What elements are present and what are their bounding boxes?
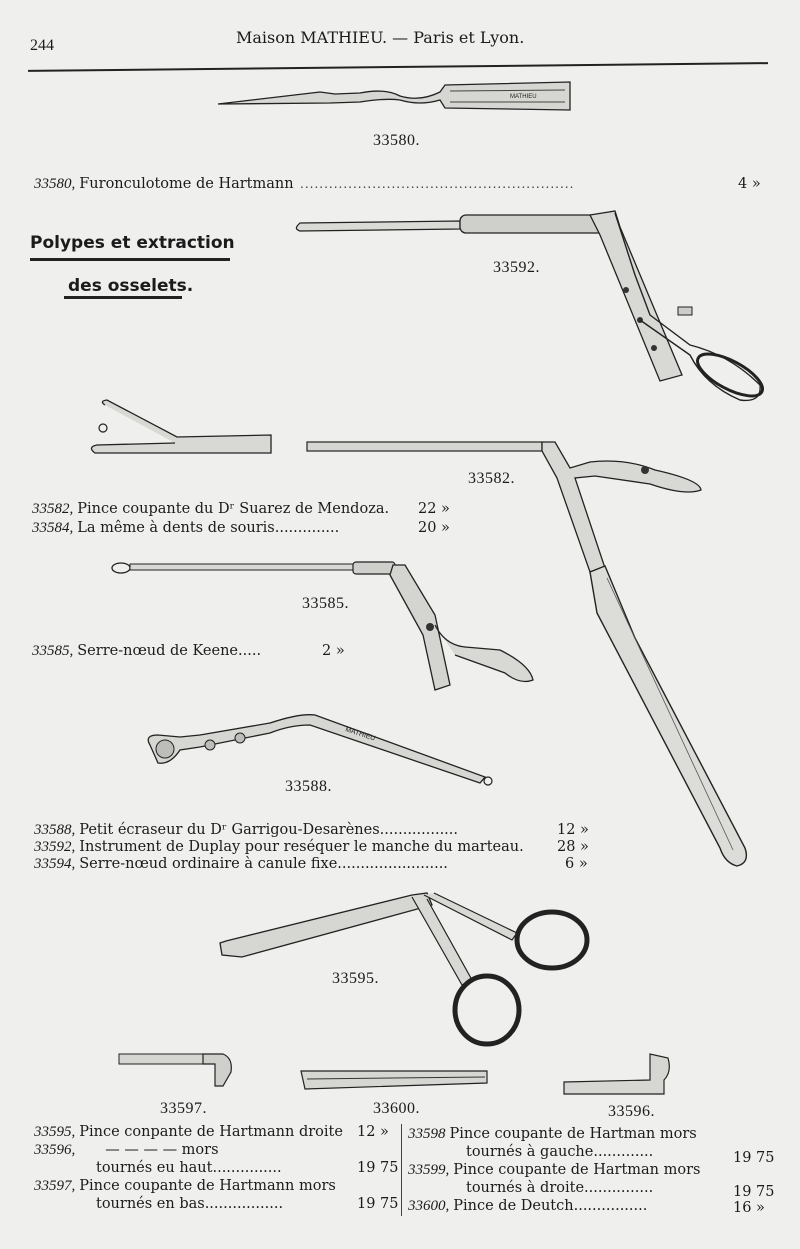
bottom-right-row-5 (408, 1198, 647, 1215)
bottom-left-price-1: 12 » (357, 1124, 389, 1140)
entry-price-33594: 6 » (565, 856, 588, 872)
entry-33584 (32, 520, 339, 537)
entry-code: 33580, (34, 176, 76, 192)
page-header-title: Maison MATHIEU. — Paris et Lyon. (236, 28, 525, 47)
entry-code: 33585, (32, 643, 74, 659)
entry-text: Pince coupante de Hartman mors (449, 1126, 697, 1142)
entry-code: 33600, (408, 1198, 450, 1214)
bottom-right-price-5: 16 » (733, 1200, 765, 1216)
entry-33594 (34, 856, 448, 873)
bottom-left-row-1 (34, 1124, 343, 1141)
entry-text: Petit écraseur du Dʳ Garrigou-Desarènes................. (79, 822, 459, 838)
entry-33592 (34, 839, 524, 856)
furonculotome-illustration (210, 76, 580, 118)
bottom-right-row-4 (466, 1180, 653, 1196)
leader-dots: ......................................................... (300, 177, 575, 191)
figure-label-33582: 33582. (468, 470, 515, 487)
entry-code: 33599, (408, 1162, 450, 1178)
entry-33580 (34, 176, 294, 193)
section-title-line1: Polypes et extraction (30, 233, 235, 253)
entry-code: 33582, (32, 501, 74, 517)
bottom-left-price-3: 19 75 (357, 1160, 399, 1176)
entry-text: Serre-nœud ordinaire à canule fixe........................ (79, 856, 448, 872)
entry-code: 33588, (34, 822, 76, 838)
entry-33588 (34, 822, 458, 839)
engraving-mathieu-1: MATHIEU (510, 94, 537, 100)
section-underline-2 (64, 296, 182, 299)
entry-text: Pince coupante du Dʳ Suarez de Mendoza. (77, 501, 390, 517)
entry-price-33592: 28 » (557, 839, 589, 855)
bottom-left-row-3 (96, 1160, 282, 1176)
entry-price-33582: 22 » (418, 501, 450, 517)
column-divider (401, 1124, 402, 1216)
entry-text: tournés en bas................. (96, 1196, 284, 1212)
figure-label-33585: 33585. (302, 595, 349, 612)
entry-text: Instrument de Duplay pour reséquer le manche du marteau. (79, 839, 524, 855)
duplay-instrument-illustration (290, 205, 770, 405)
bottom-right-price-2: 19 75 (733, 1150, 775, 1166)
tip-33596-illustration (560, 1052, 678, 1100)
tip-33600-illustration (297, 1065, 497, 1093)
pince-tip-illustration (85, 395, 280, 465)
entry-text: tournés à gauche............. (466, 1144, 654, 1160)
entry-price-33584: 20 » (418, 520, 450, 536)
entry-code: 33596, (34, 1142, 76, 1158)
engraving-mathieu-2: MATHIEU (344, 726, 377, 743)
keene-serre-noeud-illustration (105, 555, 540, 700)
hartmann-pince-illustration (212, 885, 592, 1050)
bottom-left-price-5: 19 75 (357, 1196, 399, 1212)
figure-label-33596: 33596. (608, 1103, 655, 1120)
entry-text: Pince conpante de Hartmann droite (79, 1124, 343, 1140)
entry-text: — — — — mors (105, 1142, 219, 1158)
entry-text: tournés à droite............... (466, 1180, 654, 1196)
bottom-left-row-5 (96, 1196, 283, 1212)
entry-price-33585: 2 » (322, 643, 345, 659)
entry-text: tournés eu haut............... (96, 1160, 282, 1176)
entry-code: 33592, (34, 839, 76, 855)
bottom-right-row-2 (466, 1144, 653, 1160)
bottom-right-price-4: 19 75 (733, 1184, 775, 1200)
figure-label-33592: 33592. (493, 259, 540, 276)
entry-33582 (32, 501, 389, 518)
figure-label-33580: 33580. (373, 132, 420, 149)
entry-code: 33598 (408, 1126, 446, 1142)
entry-text: La même à dents de souris.............. (77, 520, 340, 536)
bottom-right-row-3 (408, 1162, 700, 1179)
bottom-left-row-4 (34, 1178, 336, 1195)
entry-code: 33584, (32, 520, 74, 536)
bottom-right-row-1 (408, 1126, 697, 1143)
figure-label-33600: 33600. (373, 1100, 420, 1117)
entry-price-33588: 12 » (557, 822, 589, 838)
entry-code: 33594, (34, 856, 76, 872)
section-title-line2: des osselets. (68, 276, 194, 296)
section-underline-1 (30, 258, 230, 261)
figure-label-33597: 33597. (160, 1100, 207, 1117)
figure-label-33588: 33588. (285, 778, 332, 795)
entry-code: 33595, (34, 1124, 76, 1140)
entry-text: Furonculotome de Hartmann (79, 176, 294, 192)
entry-text: Pince coupante de Hartmann mors (79, 1178, 336, 1194)
entry-code: 33597, (34, 1178, 76, 1194)
bottom-left-row-2 (34, 1142, 219, 1159)
entry-text: Pince coupante de Hartman mors (453, 1162, 701, 1178)
tip-33597-illustration (115, 1050, 240, 1092)
entry-text: Pince de Deutch................ (453, 1198, 648, 1214)
entry-price-33580: 4 » (738, 176, 761, 192)
header-rule (28, 62, 768, 72)
entry-33585 (32, 643, 261, 660)
entry-text: Serre-nœud de Keene..... (77, 643, 262, 659)
figure-label-33595: 33595. (332, 970, 379, 987)
page-number: 244 (30, 37, 54, 54)
